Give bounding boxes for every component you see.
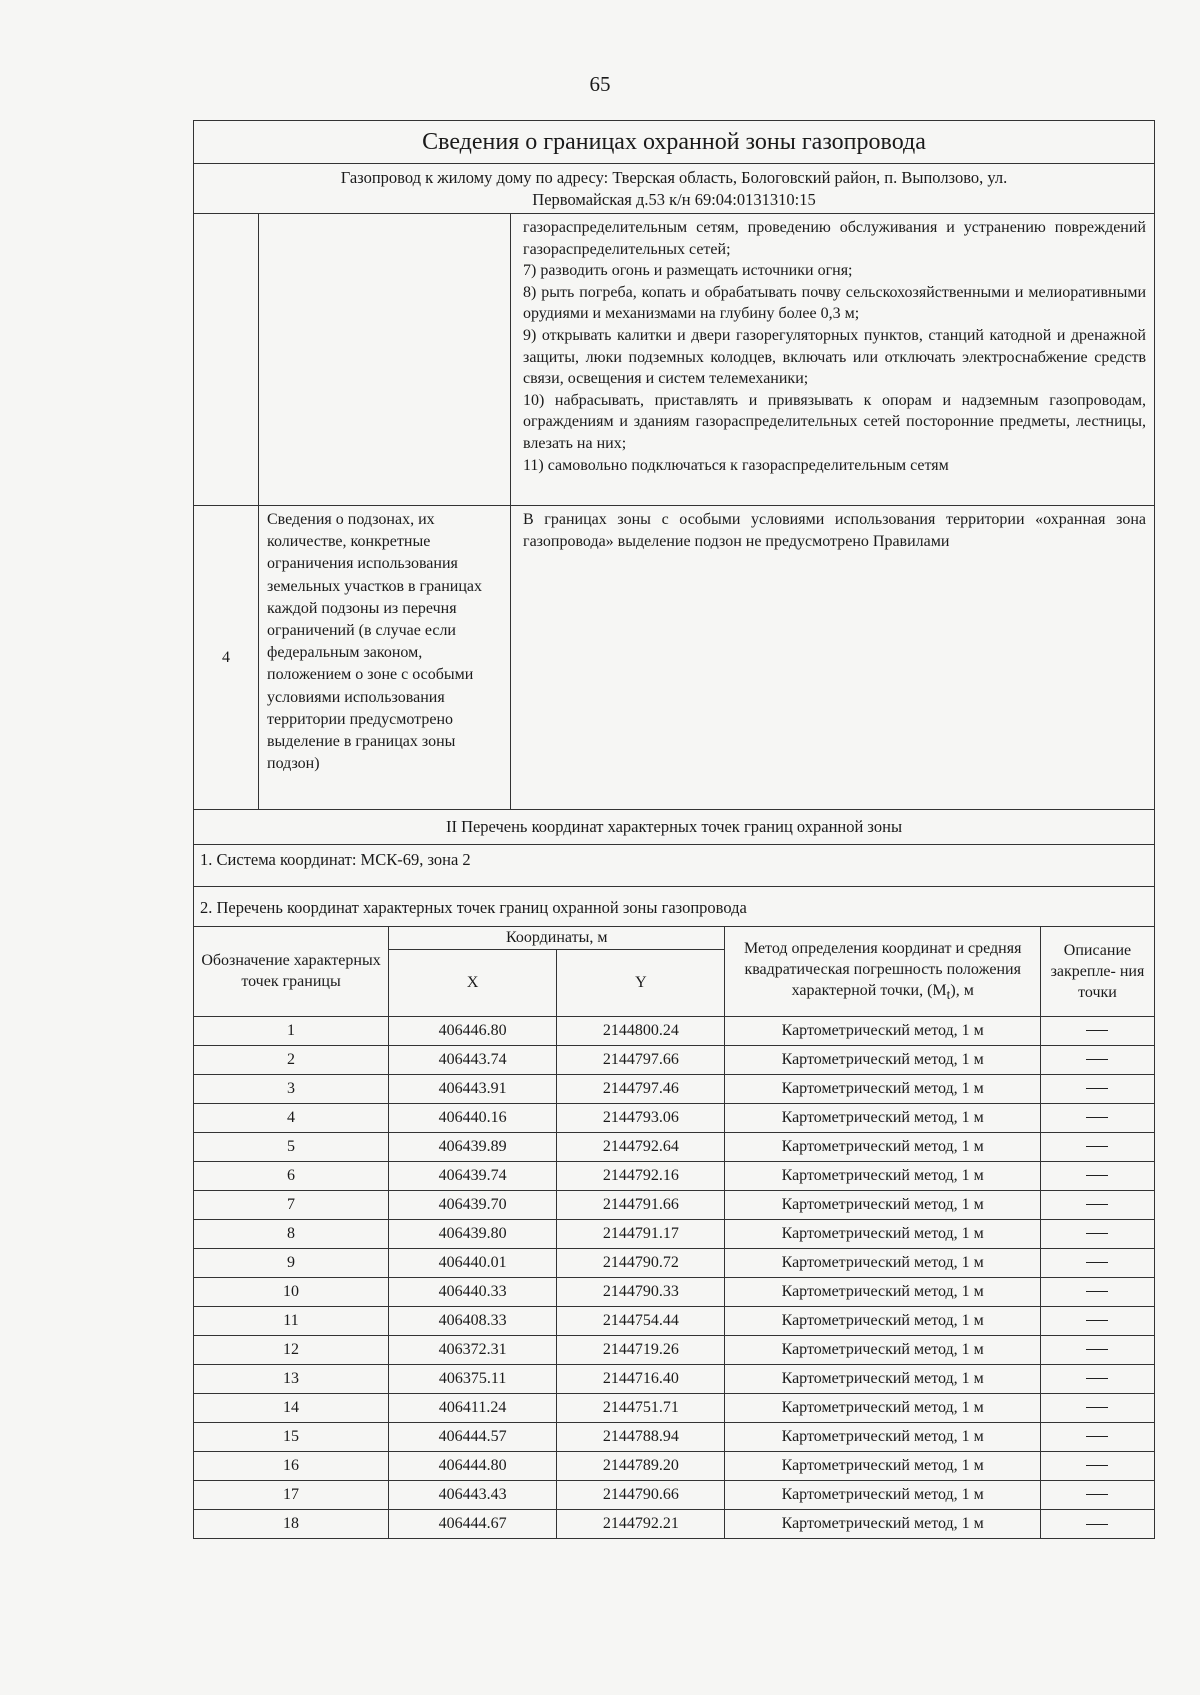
coord-x: 406444.80 xyxy=(389,1451,557,1480)
table-row xyxy=(194,1248,1154,1277)
method: Картометрический метод, 1 м xyxy=(725,1016,1040,1045)
coord-y: 2144719.26 xyxy=(557,1335,725,1364)
table-row xyxy=(194,1277,1154,1306)
coord-x: 406411.24 xyxy=(389,1393,557,1422)
method: Картометрический метод, 1 м xyxy=(725,1335,1040,1364)
header-description: Описание закрепле- ния точки xyxy=(1040,927,1154,1016)
method: Картометрический метод, 1 м xyxy=(725,1103,1040,1132)
point-number: 16 xyxy=(194,1451,389,1480)
method: Картометрический метод, 1 м xyxy=(725,1422,1040,1451)
coord-x: 406439.70 xyxy=(389,1190,557,1219)
dash-mark xyxy=(1086,1262,1108,1263)
point-number: 11 xyxy=(194,1306,389,1335)
point-number: 14 xyxy=(194,1393,389,1422)
dash-mark xyxy=(1086,1465,1108,1466)
coord-y: 2144789.20 xyxy=(557,1451,725,1480)
coord-x: 406444.67 xyxy=(389,1509,557,1538)
description-dash xyxy=(1040,1335,1154,1364)
coord-y: 2144790.72 xyxy=(557,1248,725,1277)
restriction-item: 7) разводить огонь и размещать источники огня; xyxy=(523,262,853,280)
point-number: 3 xyxy=(194,1074,389,1103)
description-dash xyxy=(1040,1016,1154,1045)
method: Картометрический метод, 1 м xyxy=(725,1248,1040,1277)
method: Картометрический метод, 1 м xyxy=(725,1132,1040,1161)
coord-x: 406440.01 xyxy=(389,1248,557,1277)
table-row xyxy=(194,1480,1154,1509)
coord-x: 406443.74 xyxy=(389,1045,557,1074)
restriction-item: 9) открывать калитки и двери газорегуляторных пунктов, станций катодной и дренажной защиты, люки подземных колодцев, включать или отключать электроснабжение средств связи, освещения и систем телемеханики; xyxy=(523,326,1146,388)
point-number: 2 xyxy=(194,1045,389,1074)
coord-x: 406375.11 xyxy=(389,1364,557,1393)
coord-y: 2144793.06 xyxy=(557,1103,725,1132)
description-dash xyxy=(1040,1103,1154,1132)
table-row xyxy=(194,1190,1154,1219)
subtitle-line-1: Газопровод к жилому дому по адресу: Тверская область, Бологовский район, п. Выползово, ул. xyxy=(340,168,1008,187)
restriction-item: 10) набрасывать, приставлять и привязывать к опорам и надземным газопроводам, ограждениям и зданиям газораспределительных сетей посторонние предметы, лестницы, влезать на них; xyxy=(523,391,1146,452)
dash-mark xyxy=(1086,1407,1108,1408)
point-number: 9 xyxy=(194,1248,389,1277)
description-dash xyxy=(1040,1393,1154,1422)
coord-y: 2144788.94 xyxy=(557,1422,725,1451)
form-title: Сведения о границах охранной зоны газопровода xyxy=(194,121,1154,164)
table-row xyxy=(194,1132,1154,1161)
table-row xyxy=(194,1451,1154,1480)
subzones-row xyxy=(194,506,1154,810)
method: Картометрический метод, 1 м xyxy=(725,1451,1040,1480)
table-row xyxy=(194,1393,1154,1422)
point-number: 7 xyxy=(194,1190,389,1219)
coord-x: 406443.91 xyxy=(389,1074,557,1103)
coord-x: 406372.31 xyxy=(389,1335,557,1364)
dash-mark xyxy=(1086,1030,1108,1031)
description-dash xyxy=(1040,1248,1154,1277)
point-number: 8 xyxy=(194,1219,389,1248)
dash-mark xyxy=(1086,1291,1108,1292)
table-row xyxy=(194,1161,1154,1190)
dash-mark xyxy=(1086,1146,1108,1147)
dash-mark xyxy=(1086,1494,1108,1495)
point-number: 15 xyxy=(194,1422,389,1451)
description-dash xyxy=(1040,1306,1154,1335)
restrictions-continued-row xyxy=(194,214,1154,506)
method: Картометрический метод, 1 м xyxy=(725,1509,1040,1538)
dash-mark xyxy=(1086,1175,1108,1176)
coord-y: 2144792.64 xyxy=(557,1132,725,1161)
header-method: Метод определения координат и средняя квадратическая погрешность положения характерной точки, $(M_t)$, м xyxy=(725,927,1040,1016)
coord-x: 406440.16 xyxy=(389,1103,557,1132)
dash-mark xyxy=(1086,1233,1108,1234)
coord-y: 2144751.71 xyxy=(557,1393,725,1422)
table-row xyxy=(194,1074,1154,1103)
table-row xyxy=(194,1103,1154,1132)
description-dash xyxy=(1040,1364,1154,1393)
method: Картометрический метод, 1 м xyxy=(725,1306,1040,1335)
dash-mark xyxy=(1086,1088,1108,1089)
dash-mark xyxy=(1086,1436,1108,1437)
point-number: 12 xyxy=(194,1335,389,1364)
subzones-value: В границах зоны с особыми условиями использования территории «охранная зона газопровода» выделение подзон не предусмотрено Правилами xyxy=(523,511,1146,550)
row-label-empty xyxy=(259,214,511,505)
dash-mark xyxy=(1086,1349,1108,1350)
coordinate-system: 1. Система координат: МСК-69, зона 2 xyxy=(194,845,1154,887)
table-row xyxy=(194,1306,1154,1335)
method: Картометрический метод, 1 м xyxy=(725,1045,1040,1074)
coord-y: 2144791.66 xyxy=(557,1190,725,1219)
restriction-item: 11) самовольно подключаться к газораспределительным сетям xyxy=(523,456,949,474)
description-dash xyxy=(1040,1509,1154,1538)
description-dash xyxy=(1040,1219,1154,1248)
coord-y: 2144790.33 xyxy=(557,1277,725,1306)
dash-mark xyxy=(1086,1320,1108,1321)
coordinates-table xyxy=(194,927,1154,1538)
form-subtitle xyxy=(194,164,1154,214)
point-number: 17 xyxy=(194,1480,389,1509)
method: Картометрический метод, 1 м xyxy=(725,1190,1040,1219)
coord-x: 406444.57 xyxy=(389,1422,557,1451)
coord-x: 406440.33 xyxy=(389,1277,557,1306)
subtitle-line-2: Первомайская д.53 к/н 69:04:0131310:15 xyxy=(532,190,816,209)
header-coordinates: Координаты, м xyxy=(389,927,725,949)
protection-zone-form xyxy=(193,120,1155,1539)
table-row xyxy=(194,1016,1154,1045)
coord-y: 2144792.21 xyxy=(557,1509,725,1538)
restriction-item: газораспределительным сетям, проведению обслуживания и устранению повреждений газораспределительных сетей; xyxy=(523,219,1146,258)
coord-x: 406439.89 xyxy=(389,1132,557,1161)
description-dash xyxy=(1040,1277,1154,1306)
description-dash xyxy=(1040,1074,1154,1103)
coord-y: 2144754.44 xyxy=(557,1306,725,1335)
coordinates-list-title: 2. Перечень координат характерных точек границ охранной зоны газопровода xyxy=(194,887,1154,927)
description-dash xyxy=(1040,1045,1154,1074)
page-number: 65 xyxy=(589,72,611,96)
header-x: X xyxy=(389,949,557,1016)
coord-y: 2144797.46 xyxy=(557,1074,725,1103)
table-row xyxy=(194,1045,1154,1074)
point-number: 1 xyxy=(194,1016,389,1045)
coord-y: 2144800.24 xyxy=(557,1016,725,1045)
restriction-item: 8) рыть погреба, копать и обрабатывать почву сельскохозяйственными и мелиоративными орудиями и механизмами на глубину более 0,3 м; xyxy=(523,283,1146,323)
header-y: Y xyxy=(557,949,725,1016)
method: Картометрический метод, 1 м xyxy=(725,1219,1040,1248)
coord-x: 406439.80 xyxy=(389,1219,557,1248)
coord-x: 406443.43 xyxy=(389,1480,557,1509)
table-row xyxy=(194,1335,1154,1364)
coord-x: 406408.33 xyxy=(389,1306,557,1335)
point-number: 13 xyxy=(194,1364,389,1393)
coord-x: 406446.80 xyxy=(389,1016,557,1045)
point-number: 5 xyxy=(194,1132,389,1161)
point-number: 10 xyxy=(194,1277,389,1306)
point-number: 6 xyxy=(194,1161,389,1190)
method: Картометрический метод, 1 м xyxy=(725,1480,1040,1509)
restrictions-text xyxy=(511,214,1154,505)
method: Картометрический метод, 1 м xyxy=(725,1277,1040,1306)
coord-y: 2144790.66 xyxy=(557,1480,725,1509)
description-dash xyxy=(1040,1161,1154,1190)
method: Картометрический метод, 1 м xyxy=(725,1393,1040,1422)
coord-y: 2144791.17 xyxy=(557,1219,725,1248)
subzones-label: Сведения о подзонах, их количестве, конкретные ограничения использования земельных участков в границах каждой подзоны из перечня ограничений (в случае если федеральным законом, положением о зоне с особыми условиями использования территории предусмотрено выделение в границах зоны подзон) xyxy=(259,506,511,809)
dash-mark xyxy=(1086,1204,1108,1205)
section-2-heading: II Перечень координат характерных точек границ охранной зоны xyxy=(194,810,1154,845)
dash-mark xyxy=(1086,1117,1108,1118)
coord-x: 406439.74 xyxy=(389,1161,557,1190)
coord-y: 2144797.66 xyxy=(557,1045,725,1074)
table-row xyxy=(194,1422,1154,1451)
table-row xyxy=(194,1364,1154,1393)
header-point: Обозначение характерных точек границы xyxy=(194,927,389,1016)
row-number-empty xyxy=(194,214,259,505)
method: Картометрический метод, 1 м xyxy=(725,1364,1040,1393)
method: Картометрический метод, 1 м xyxy=(725,1074,1040,1103)
description-dash xyxy=(1040,1422,1154,1451)
dash-mark xyxy=(1086,1059,1108,1060)
description-dash xyxy=(1040,1132,1154,1161)
dash-mark xyxy=(1086,1378,1108,1379)
table-row xyxy=(194,1509,1154,1538)
description-dash xyxy=(1040,1190,1154,1219)
dash-mark xyxy=(1086,1524,1108,1525)
row-number: 4 xyxy=(194,506,259,809)
description-dash xyxy=(1040,1451,1154,1480)
method: Картометрический метод, 1 м xyxy=(725,1161,1040,1190)
coord-y: 2144792.16 xyxy=(557,1161,725,1190)
point-number: 4 xyxy=(194,1103,389,1132)
table-row xyxy=(194,1219,1154,1248)
point-number: 18 xyxy=(194,1509,389,1538)
description-dash xyxy=(1040,1480,1154,1509)
coord-y: 2144716.40 xyxy=(557,1364,725,1393)
